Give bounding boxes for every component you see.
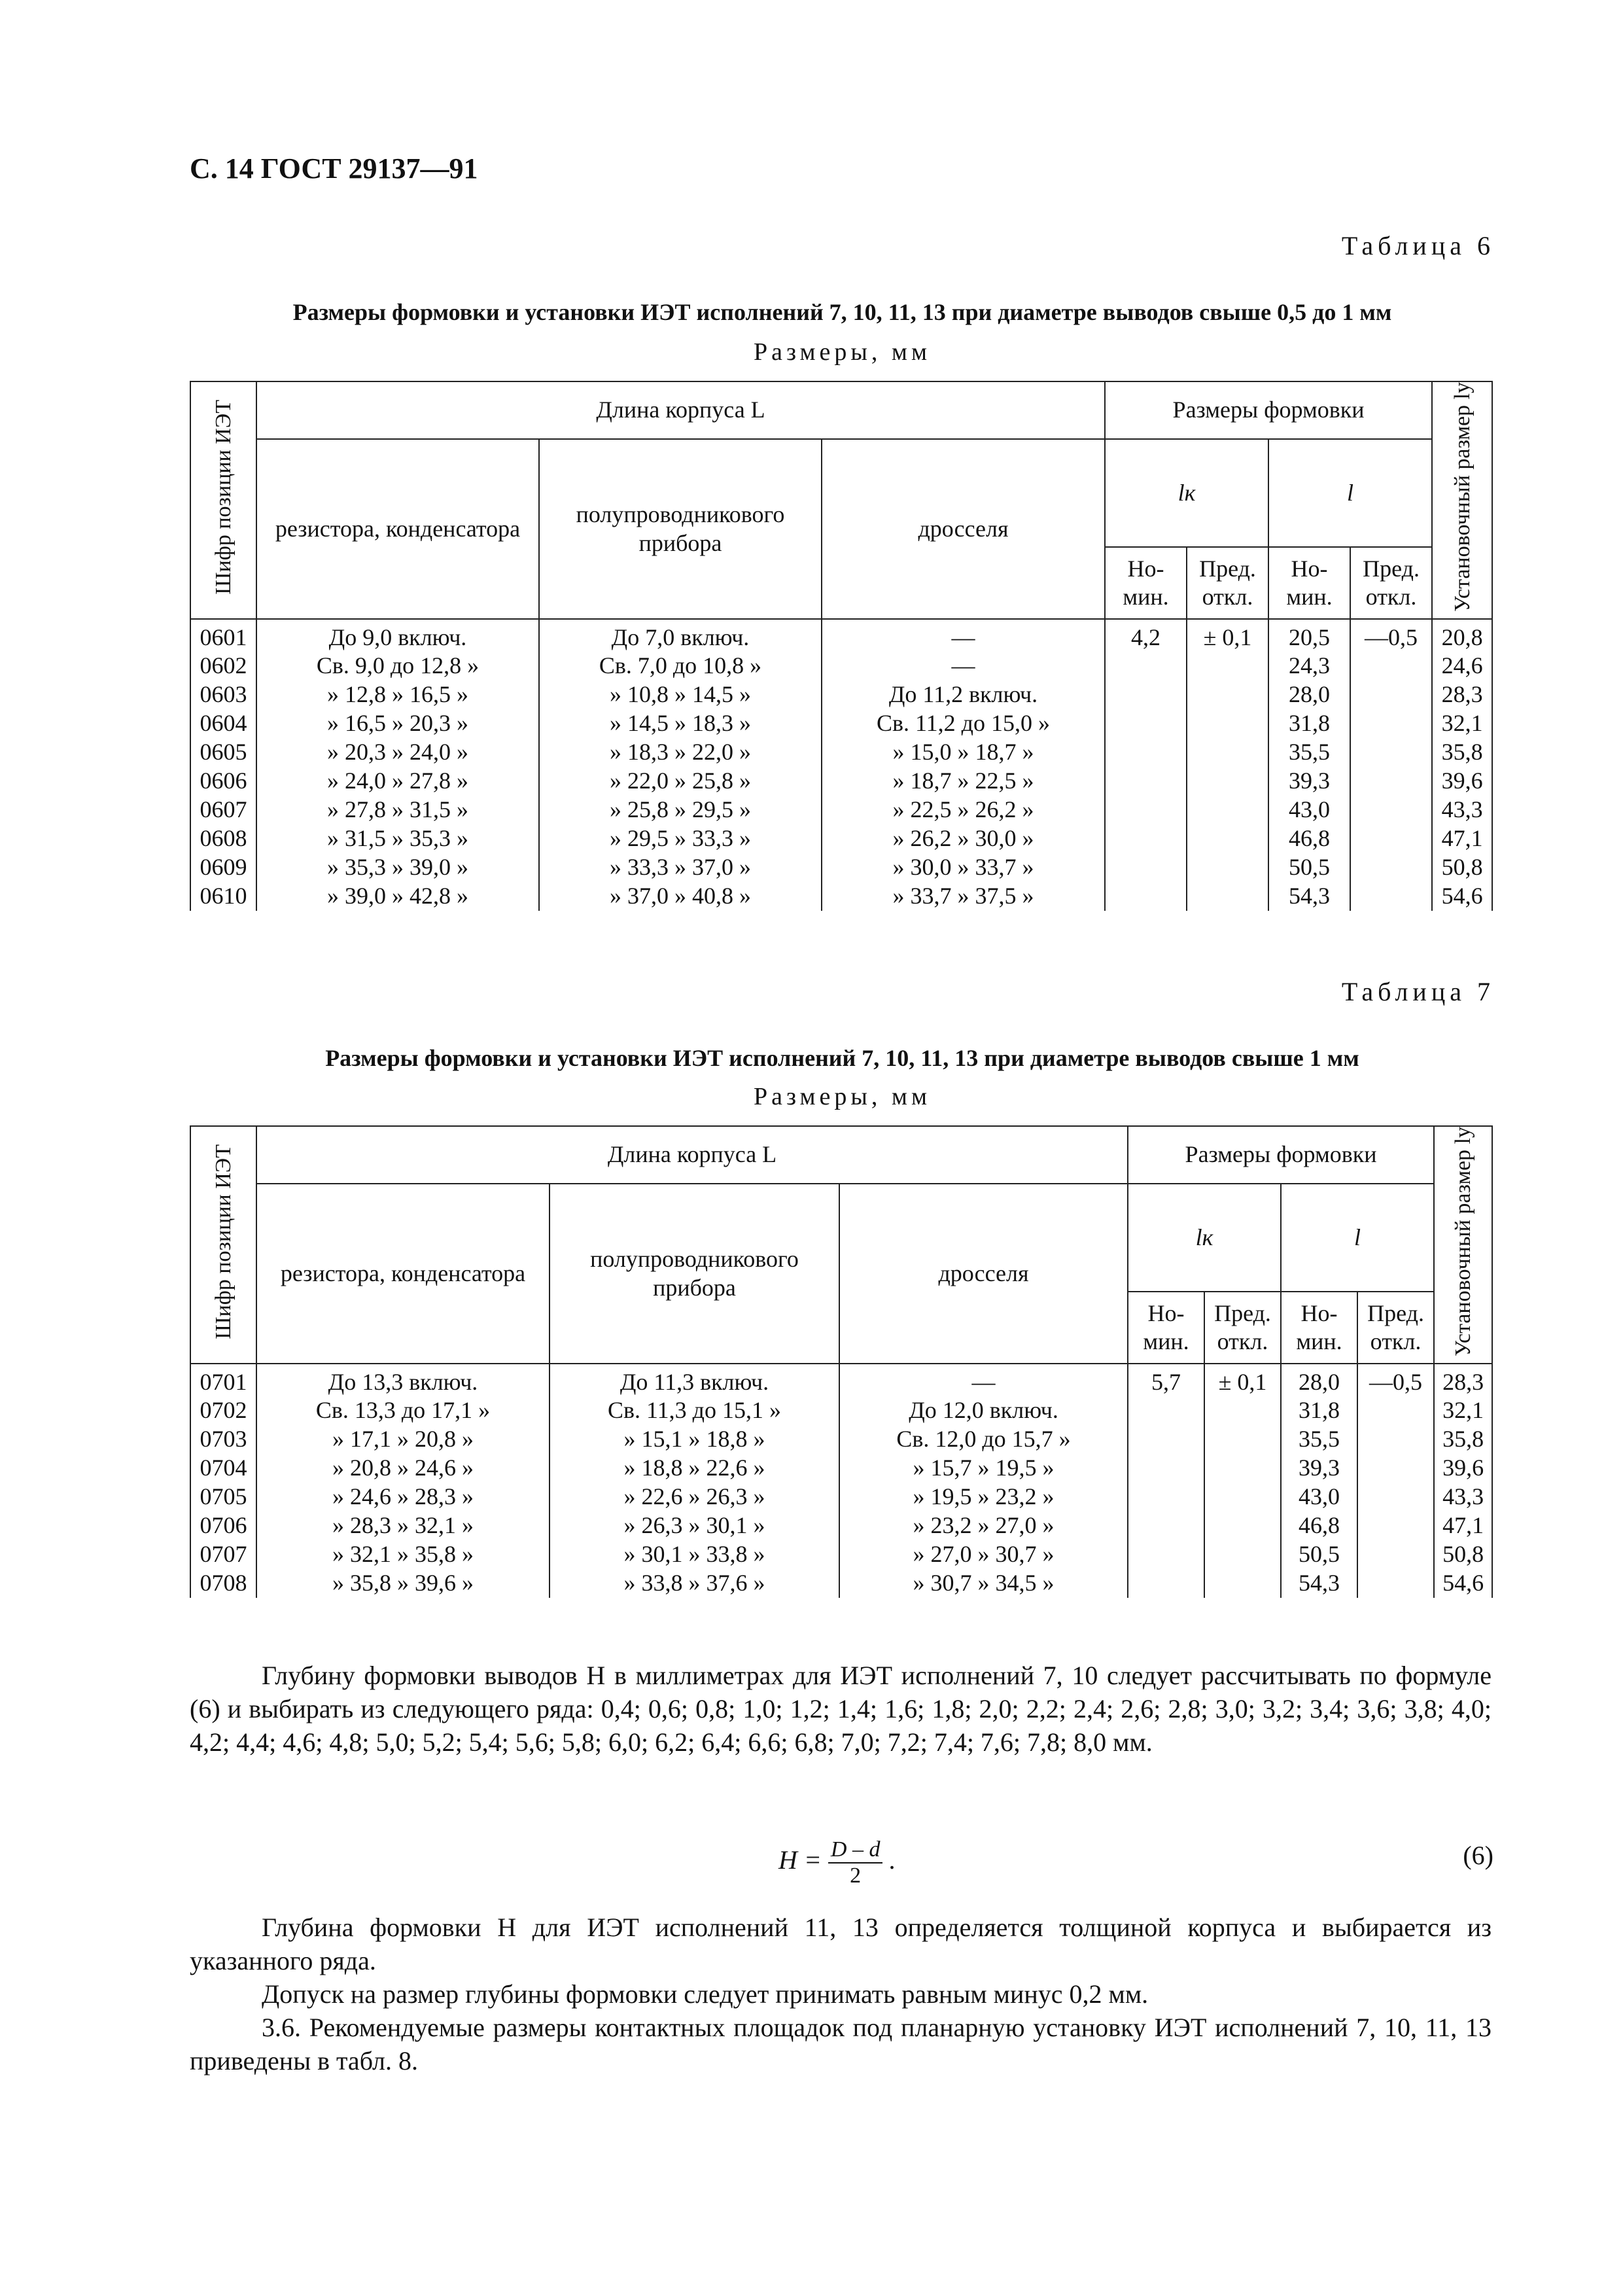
position-code: 0604 <box>190 709 256 738</box>
l-nominal: 39,3 <box>1268 767 1350 796</box>
position-code: 0606 <box>190 767 256 796</box>
semiconductor-length: » 18,3 » 22,0 » <box>539 738 822 767</box>
formula-fraction <box>828 1837 883 1888</box>
lk-nominal: 4,2 <box>1105 619 1187 911</box>
table7 <box>190 1125 1493 1598</box>
paragraph-tolerance: Допуск на размер глубины формовки следует принимать равным минус 0,2 мм. <box>262 1979 1149 2009</box>
table6-header-l: l <box>1268 439 1432 547</box>
resistor-length: » 31,5 » 35,3 » <box>256 824 539 853</box>
table7-header-semiconductor: полупроводникового прибора <box>550 1184 839 1364</box>
formula-numerator: D – d <box>828 1837 883 1863</box>
semiconductor-length: » 29,5 » 33,3 » <box>539 824 822 853</box>
position-code: 0610 <box>190 882 256 911</box>
table7-header-length: Длина корпуса L <box>256 1126 1128 1184</box>
table-row <box>190 1364 1492 1396</box>
install-size: 24,6 <box>1432 652 1492 680</box>
position-code: 0607 <box>190 796 256 824</box>
semiconductor-length: » 26,3 » 30,1 » <box>550 1511 839 1540</box>
table7-label: Таблица 7 <box>1341 977 1495 1006</box>
install-size: 39,6 <box>1432 767 1492 796</box>
semiconductor-length: » 33,3 » 37,0 » <box>539 853 822 882</box>
choke-length: » 23,2 » 27,0 » <box>839 1511 1128 1540</box>
resistor-length: » 28,3 » 32,1 » <box>256 1511 550 1540</box>
resistor-length: Св. 13,3 до 17,1 » <box>256 1396 550 1425</box>
table-row <box>190 738 1492 767</box>
table6-header-install: Установочный размер lу <box>1432 381 1492 619</box>
resistor-length: » 12,8 » 16,5 » <box>256 680 539 709</box>
table6-label: Таблица 6 <box>1341 231 1495 260</box>
table-row <box>190 1483 1492 1511</box>
choke-length: » 15,7 » 19,5 » <box>839 1454 1128 1483</box>
semiconductor-length: » 25,8 » 29,5 » <box>539 796 822 824</box>
l-tolerance: —0,5 <box>1350 619 1432 911</box>
table-row <box>190 1396 1492 1425</box>
semiconductor-length: До 11,3 включ. <box>550 1364 839 1396</box>
table7-header-choke: дросселя <box>839 1184 1128 1364</box>
table-row <box>190 1569 1492 1598</box>
choke-length: — <box>822 619 1105 652</box>
table6-header-lk-tol: Пред. откл. <box>1187 547 1268 619</box>
l-nominal: 28,0 <box>1268 680 1350 709</box>
install-size: 39,6 <box>1434 1454 1492 1483</box>
table6-header-l-tol: Пред. откл. <box>1350 547 1432 619</box>
choke-length: Св. 12,0 до 15,7 » <box>839 1425 1128 1454</box>
install-size: 35,8 <box>1434 1425 1492 1454</box>
table-row <box>190 1540 1492 1569</box>
semiconductor-length: До 7,0 включ. <box>539 619 822 652</box>
resistor-length: » 32,1 » 35,8 » <box>256 1540 550 1569</box>
l-nominal: 35,5 <box>1281 1425 1357 1454</box>
formula-lhs: H = <box>778 1845 822 1875</box>
formula-number: (6) <box>1463 1841 1493 1870</box>
l-nominal: 20,5 <box>1268 619 1350 652</box>
table6 <box>190 381 1493 911</box>
l-nominal: 31,8 <box>1268 709 1350 738</box>
table7-header-forming: Размеры формовки <box>1128 1126 1434 1184</box>
install-size: 43,3 <box>1432 796 1492 824</box>
l-nominal: 50,5 <box>1281 1540 1357 1569</box>
table-row <box>190 796 1492 824</box>
resistor-length: » 24,6 » 28,3 » <box>256 1483 550 1511</box>
choke-length: » 33,7 » 37,5 » <box>822 882 1105 911</box>
l-nominal: 50,5 <box>1268 853 1350 882</box>
position-code: 0708 <box>190 1569 256 1598</box>
choke-length: » 18,7 » 22,5 » <box>822 767 1105 796</box>
table7-header-lk: lк <box>1128 1184 1281 1292</box>
install-size: 54,6 <box>1432 882 1492 911</box>
install-size: 54,6 <box>1434 1569 1492 1598</box>
install-size: 50,8 <box>1434 1540 1492 1569</box>
install-size: 20,8 <box>1432 619 1492 652</box>
choke-length: » 30,7 » 34,5 » <box>839 1569 1128 1598</box>
table-row <box>190 652 1492 680</box>
resistor-length: До 13,3 включ. <box>256 1364 550 1396</box>
install-size: 43,3 <box>1434 1483 1492 1511</box>
install-size: 32,1 <box>1434 1396 1492 1425</box>
install-size: 28,3 <box>1434 1364 1492 1396</box>
table7-header-l-tol: Пред. откл. <box>1357 1292 1434 1364</box>
choke-length: До 12,0 включ. <box>839 1396 1128 1425</box>
table6-units: Размеры, мм <box>753 338 931 366</box>
choke-length: — <box>839 1364 1128 1396</box>
install-size: 35,8 <box>1432 738 1492 767</box>
table7-header-resistor: резистора, конденсатора <box>256 1184 550 1364</box>
table7-header-l-nom: Но- мин. <box>1281 1292 1357 1364</box>
l-nominal: 31,8 <box>1281 1396 1357 1425</box>
table6-header-choke: дросселя <box>822 439 1105 619</box>
semiconductor-length: Св. 7,0 до 10,8 » <box>539 652 822 680</box>
choke-length: » 22,5 » 26,2 » <box>822 796 1105 824</box>
l-tolerance: —0,5 <box>1357 1364 1434 1598</box>
l-nominal: 43,0 <box>1281 1483 1357 1511</box>
table6-header-forming: Размеры формовки <box>1105 381 1432 439</box>
table-row <box>190 824 1492 853</box>
position-code: 0703 <box>190 1425 256 1454</box>
choke-length: » 19,5 » 23,2 » <box>839 1483 1128 1511</box>
table7-header-lk-tol: Пред. откл. <box>1204 1292 1281 1364</box>
l-nominal: 46,8 <box>1268 824 1350 853</box>
l-nominal: 24,3 <box>1268 652 1350 680</box>
l-nominal: 39,3 <box>1281 1454 1357 1483</box>
table6-header-resistor: резистора, конденсатора <box>256 439 539 619</box>
l-nominal: 28,0 <box>1281 1364 1357 1396</box>
semiconductor-length: Св. 11,3 до 15,1 » <box>550 1396 839 1425</box>
install-size: 50,8 <box>1432 853 1492 882</box>
position-code: 0601 <box>190 619 256 652</box>
table-row <box>190 680 1492 709</box>
install-size: 47,1 <box>1432 824 1492 853</box>
table6-title: Размеры формовки и установки ИЭТ исполнений 7, 10, 11, 13 при диаметре выводов свыше 0,5 до 1 мм <box>292 299 1392 325</box>
semiconductor-length: » 37,0 » 40,8 » <box>539 882 822 911</box>
table-row <box>190 767 1492 796</box>
semiconductor-length: » 30,1 » 33,8 » <box>550 1540 839 1569</box>
resistor-length: » 16,5 » 20,3 » <box>256 709 539 738</box>
resistor-length: » 39,0 » 42,8 » <box>256 882 539 911</box>
table-row <box>190 709 1492 738</box>
table7-units: Размеры, мм <box>753 1083 931 1110</box>
l-nominal: 54,3 <box>1281 1569 1357 1598</box>
choke-length: » 27,0 » 30,7 » <box>839 1540 1128 1569</box>
table-row <box>190 1454 1492 1483</box>
table6-header-lk: lк <box>1105 439 1268 547</box>
resistor-length: До 9,0 включ. <box>256 619 539 652</box>
lk-tolerance: ± 0,1 <box>1187 619 1268 911</box>
position-code: 0701 <box>190 1364 256 1396</box>
paragraph-depth-rule: Глубину формовки выводов H в миллиметрах для ИЭТ исполнений 7, 10 следует рассчитывать по формуле (6) и выбирать из следующего ряда: 0,4; 0,6; 0,8; 1,0; 1,2; 1,4; 1,6; 1,8; 2,0; 2,2; 2,4; 2,6; 2,8; 3,0; 3,2; 3,4; 3,6; 3,8; 4,0; 4,2; 4,4; 4,6; 4,8; 5,0; 5,2; 5,4; 5,6; 5,8; 6,0; 6,2; 6,4; 6,6; 6,8; 7,0; 7,2; 7,4; 7,6; 7,8; 8,0 мм. <box>190 1661 1492 1757</box>
table6-header-length: Длина корпуса L <box>256 381 1105 439</box>
choke-length: Св. 11,2 до 15,0 » <box>822 709 1105 738</box>
resistor-length: » 35,8 » 39,6 » <box>256 1569 550 1598</box>
table6-header-lk-nom: Но- мин. <box>1105 547 1187 619</box>
lk-nominal: 5,7 <box>1128 1364 1204 1598</box>
resistor-length: » 24,0 » 27,8 » <box>256 767 539 796</box>
paragraph-depth-11-13: Глубина формовки H для ИЭТ исполнений 11, 13 определяется толщиной корпуса и выбирается из указанного ряда. <box>190 1913 1492 1975</box>
semiconductor-length: » 18,8 » 22,6 » <box>550 1454 839 1483</box>
position-code: 0704 <box>190 1454 256 1483</box>
formula-denominator: 2 <box>850 1863 862 1888</box>
resistor-length: » 17,1 » 20,8 » <box>256 1425 550 1454</box>
table6-header-l-nom: Но- мин. <box>1268 547 1350 619</box>
resistor-length: Св. 9,0 до 12,8 » <box>256 652 539 680</box>
table7-header-l: l <box>1281 1184 1434 1292</box>
lk-tolerance: ± 0,1 <box>1204 1364 1281 1598</box>
semiconductor-length: » 22,0 » 25,8 » <box>539 767 822 796</box>
table-row <box>190 882 1492 911</box>
semiconductor-length: » 33,8 » 37,6 » <box>550 1569 839 1598</box>
position-code: 0602 <box>190 652 256 680</box>
position-code: 0603 <box>190 680 256 709</box>
position-code: 0705 <box>190 1483 256 1511</box>
table6-header-semiconductor: полупроводникового прибора <box>539 439 822 619</box>
table7-title: Размеры формовки и установки ИЭТ исполнений 7, 10, 11, 13 при диаметре выводов свыше 1 мм <box>325 1045 1359 1071</box>
install-size: 32,1 <box>1432 709 1492 738</box>
l-nominal: 54,3 <box>1268 882 1350 911</box>
position-code: 0605 <box>190 738 256 767</box>
table7-header-code: Шифр позиции ИЭТ <box>190 1126 256 1364</box>
resistor-length: » 35,3 » 39,0 » <box>256 853 539 882</box>
l-nominal: 35,5 <box>1268 738 1350 767</box>
choke-length: » 30,0 » 33,7 » <box>822 853 1105 882</box>
resistor-length: » 27,8 » 31,5 » <box>256 796 539 824</box>
semiconductor-length: » 22,6 » 26,3 » <box>550 1483 839 1511</box>
table-row <box>190 1511 1492 1540</box>
install-size: 28,3 <box>1432 680 1492 709</box>
choke-length: » 26,2 » 30,0 » <box>822 824 1105 853</box>
position-code: 0609 <box>190 853 256 882</box>
position-code: 0608 <box>190 824 256 853</box>
resistor-length: » 20,8 » 24,6 » <box>256 1454 550 1483</box>
formula-end: . <box>889 1845 896 1875</box>
table7-header-install: Установочный размер lу <box>1434 1126 1492 1364</box>
table-row <box>190 619 1492 652</box>
table-row <box>190 1425 1492 1454</box>
table-row <box>190 853 1492 882</box>
resistor-length: » 20,3 » 24,0 » <box>256 738 539 767</box>
position-code: 0706 <box>190 1511 256 1540</box>
position-code: 0702 <box>190 1396 256 1425</box>
l-nominal: 46,8 <box>1281 1511 1357 1540</box>
choke-length: » 15,0 » 18,7 » <box>822 738 1105 767</box>
semiconductor-length: » 14,5 » 18,3 » <box>539 709 822 738</box>
formula-6 <box>778 1837 896 1888</box>
choke-length: До 11,2 включ. <box>822 680 1105 709</box>
position-code: 0707 <box>190 1540 256 1569</box>
page-header: С. 14 ГОСТ 29137—91 <box>190 152 478 185</box>
table6-header-code: Шифр позиции ИЭТ <box>190 381 256 619</box>
install-size: 47,1 <box>1434 1511 1492 1540</box>
semiconductor-length: » 10,8 » 14,5 » <box>539 680 822 709</box>
semiconductor-length: » 15,1 » 18,8 » <box>550 1425 839 1454</box>
table7-header-lk-nom: Но- мин. <box>1128 1292 1204 1364</box>
paragraph-3-6: 3.6. Рекомендуемые размеры контактных площадок под планарную установку ИЭТ исполнений 7, 10, 11, 13 приведены в табл. 8. <box>190 2013 1492 2075</box>
choke-length: — <box>822 652 1105 680</box>
l-nominal: 43,0 <box>1268 796 1350 824</box>
